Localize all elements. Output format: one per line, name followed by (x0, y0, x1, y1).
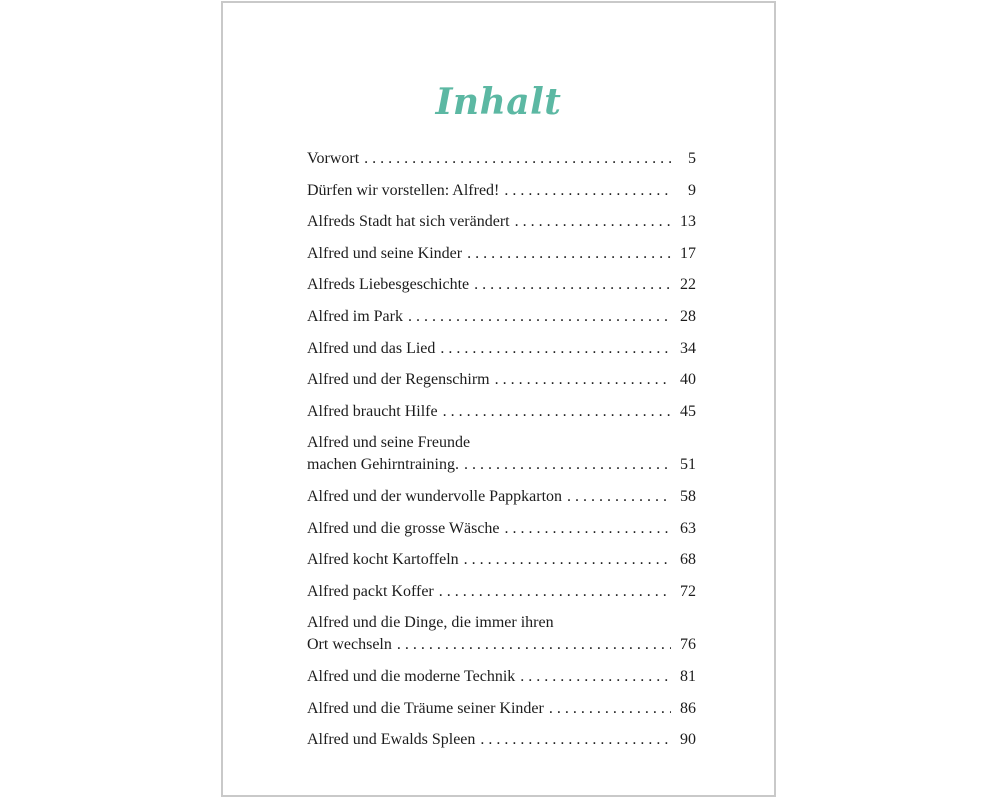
toc-entry-row (307, 401, 696, 423)
dot-leader (505, 518, 671, 540)
toc-entry-row (307, 729, 696, 751)
toc-page-number: 72 (680, 582, 696, 600)
toc-entry (307, 432, 696, 476)
toc-page-number: 28 (680, 307, 696, 325)
toc-page-number: 58 (680, 487, 696, 505)
toc-page-number: 68 (680, 551, 696, 569)
dot-leader (440, 338, 671, 360)
toc-entry-row (307, 148, 696, 170)
dot-leader (515, 211, 671, 233)
toc-entry-title-line: Alfred und die Dinge, die immer ihren (307, 614, 554, 632)
toc-page-number: 63 (680, 519, 696, 537)
toc-page-number: 86 (680, 699, 696, 717)
dot-leader (408, 306, 671, 328)
toc-page-number: 17 (680, 244, 696, 262)
dot-leader (504, 180, 671, 202)
dot-leader (474, 274, 671, 296)
dot-leader (464, 454, 671, 476)
toc-page-number: 90 (680, 731, 696, 749)
toc-entry-title: Alfred braucht Hilfe (307, 402, 438, 420)
toc-entry-title: Alfred packt Koffer (307, 582, 434, 600)
toc-entry (307, 612, 696, 656)
dot-leader (439, 581, 671, 603)
toc-entry-row (307, 306, 696, 328)
toc-page-number: 22 (680, 276, 696, 294)
toc-page-number: 40 (680, 371, 696, 389)
toc-entry-title: Alfreds Stadt hat sich verändert (307, 213, 510, 231)
table-of-contents (307, 148, 696, 761)
toc-page-number: 5 (688, 150, 696, 167)
toc-entry (307, 401, 696, 423)
toc-entry-row (307, 549, 696, 571)
dot-leader (480, 729, 671, 751)
toc-entry-row (307, 243, 696, 265)
toc-entry-title: Alfred kocht Kartoffeln (307, 551, 459, 569)
toc-entry-title: Dürfen wir vorstellen: Alfred! (307, 181, 500, 199)
toc-entry-row (307, 634, 696, 656)
toc-page-number: 76 (680, 636, 696, 654)
toc-entry-title: Alfreds Liebesgeschichte (307, 276, 470, 294)
page-title: Inhalt (435, 81, 562, 123)
toc-page-number: 9 (688, 181, 696, 199)
toc-entry-title: Alfred und das Lied (307, 339, 436, 357)
toc-entry (307, 581, 696, 603)
toc-entry (307, 148, 696, 170)
toc-entry-title: Alfred und der wundervolle Pappkarton (307, 487, 563, 505)
dot-leader (467, 243, 671, 265)
toc-entry-row (307, 581, 696, 603)
toc-entry (307, 518, 696, 540)
dot-leader (520, 666, 671, 688)
toc-entry-row (307, 369, 696, 391)
toc-entry-title: Ort wechseln (307, 636, 392, 654)
book-page (221, 1, 776, 797)
toc-entry (307, 486, 696, 508)
toc-entry (307, 666, 696, 688)
toc-page-number: 51 (680, 456, 696, 474)
toc-entry (307, 549, 696, 571)
dot-leader (495, 369, 671, 391)
dot-leader (567, 486, 671, 508)
dot-leader (397, 634, 671, 656)
toc-entry (307, 306, 696, 328)
dot-leader (364, 148, 671, 170)
toc-entry-title: Alfred und die grosse Wäsche (307, 519, 500, 537)
toc-entry-row (307, 274, 696, 296)
toc-page-number: 45 (680, 402, 696, 420)
toc-entry-row (307, 180, 696, 202)
toc-entry (307, 243, 696, 265)
toc-entry (307, 369, 696, 391)
toc-entry-row (307, 698, 696, 720)
toc-entry-title: Alfred und die moderne Technik (307, 667, 516, 685)
toc-entry-row (307, 454, 696, 476)
toc-entry (307, 274, 696, 296)
toc-entry-title: machen Gehirntraining. (307, 456, 459, 474)
toc-entry-title: Alfred und Ewalds Spleen (307, 731, 476, 749)
toc-page-number: 81 (680, 667, 696, 685)
toc-entry (307, 338, 696, 360)
toc-entry (307, 211, 696, 233)
toc-entry-title: Alfred im Park (307, 307, 403, 325)
toc-page-number: 13 (680, 213, 696, 231)
toc-page-number: 34 (680, 339, 696, 357)
toc-entry-row (307, 518, 696, 540)
toc-entry (307, 729, 696, 751)
toc-entry-title: Alfred und der Regenschirm (307, 371, 490, 389)
toc-entry-title: Alfred und die Träume seiner Kinder (307, 699, 544, 717)
toc-entry-title-line: Alfred und seine Freunde (307, 434, 471, 452)
toc-entry-row (307, 486, 696, 508)
toc-entry-row (307, 211, 696, 233)
dot-leader (443, 401, 671, 423)
toc-entry (307, 698, 696, 720)
dot-leader (549, 698, 671, 720)
dot-leader (464, 549, 671, 571)
toc-entry-row (307, 338, 696, 360)
toc-entry-row (307, 666, 696, 688)
toc-entry-title: Alfred und seine Kinder (307, 244, 463, 262)
toc-entry-title: Vorwort (307, 150, 360, 167)
toc-entry (307, 180, 696, 202)
